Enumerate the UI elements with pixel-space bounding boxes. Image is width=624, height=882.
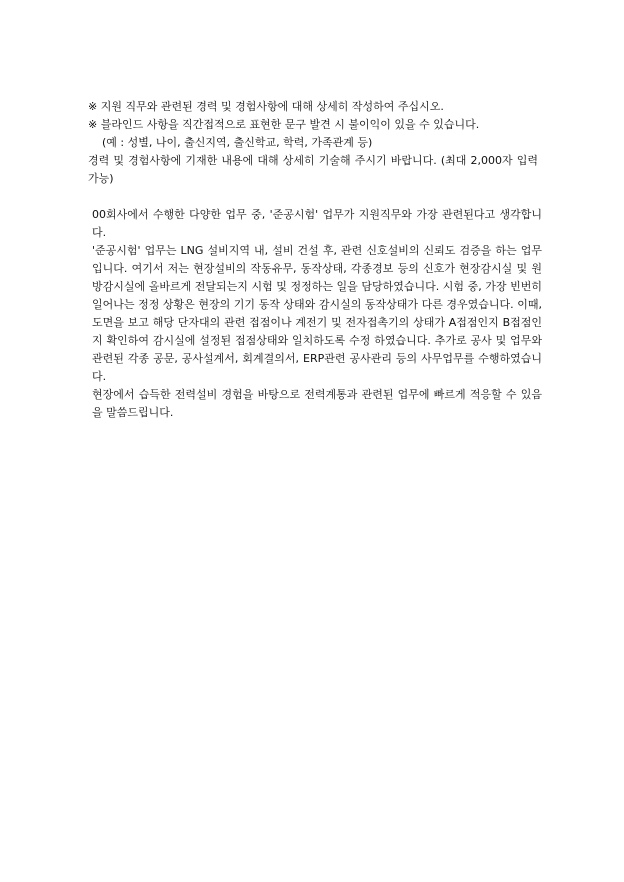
instructions-block <box>88 98 538 188</box>
instruction-prompt: 경력 및 경험사항에 기재한 내용에 대해 상세히 기술해 주시기 바랍니다. (최대 2,000자 입력 가능) <box>88 154 538 185</box>
instruction-note-2: ※ 블라인드 사항을 직간접적으로 표현한 문구 발견 시 불이익이 있을 수 있습니다. <box>88 118 480 131</box>
answer-paragraph-1: 00회사에서 수행한 다양한 업무 중, '준공시험' 업무가 지원직무와 가장 관련된다고 생각합니다. <box>92 208 542 239</box>
instruction-example: (예 : 성별, 나이, 출신지역, 출신학교, 학력, 가족관계 등) <box>102 136 373 149</box>
answer-paragraph-2: '준공시험' 업무는 LNG 설비지역 내, 설비 건설 후, 관련 신호설비의 신뢰도 검증을 하는 업무입니다. 여기서 저는 현장설비의 작동유무, 동작상태, 각종경보 등의 신호가 현장감시실 및 원방감시실에 올바르게 전달되는지 시험 및 정정하는 일을 담당하였습니다. 시험 중, 가장 빈번히 일어나는 정정 상황은 현장의 기기 동작 상태와 감시실의 동작상태가 다른 경우였습니다. 이때, 도면을 보고 해당 단자대의 관련 접점이나 계전기 및 전자접촉기의 상태가 A접점인지 B접점인지 확인하여 감시실에 설정된 접점상태와 일치하도록 수정 하였습니다. 추가로 공사 및 업무와 관련된 각종 공문, 공사설계서, 회계결의서, ERP관련 공사관리 등의 사무업무를 수행하였습니다. <box>92 244 542 383</box>
document-body <box>88 98 542 422</box>
instruction-note-1: ※ 지원 직무와 관련된 경력 및 경험사항에 대해 상세히 작성하여 주십시오. <box>88 100 444 113</box>
spacer <box>88 188 538 206</box>
answer-paragraph-3: 현장에서 습득한 전력설비 경험을 바탕으로 전력계통과 관련된 업무에 빠르게 적응할 수 있음을 말씀드립니다. <box>92 388 542 419</box>
